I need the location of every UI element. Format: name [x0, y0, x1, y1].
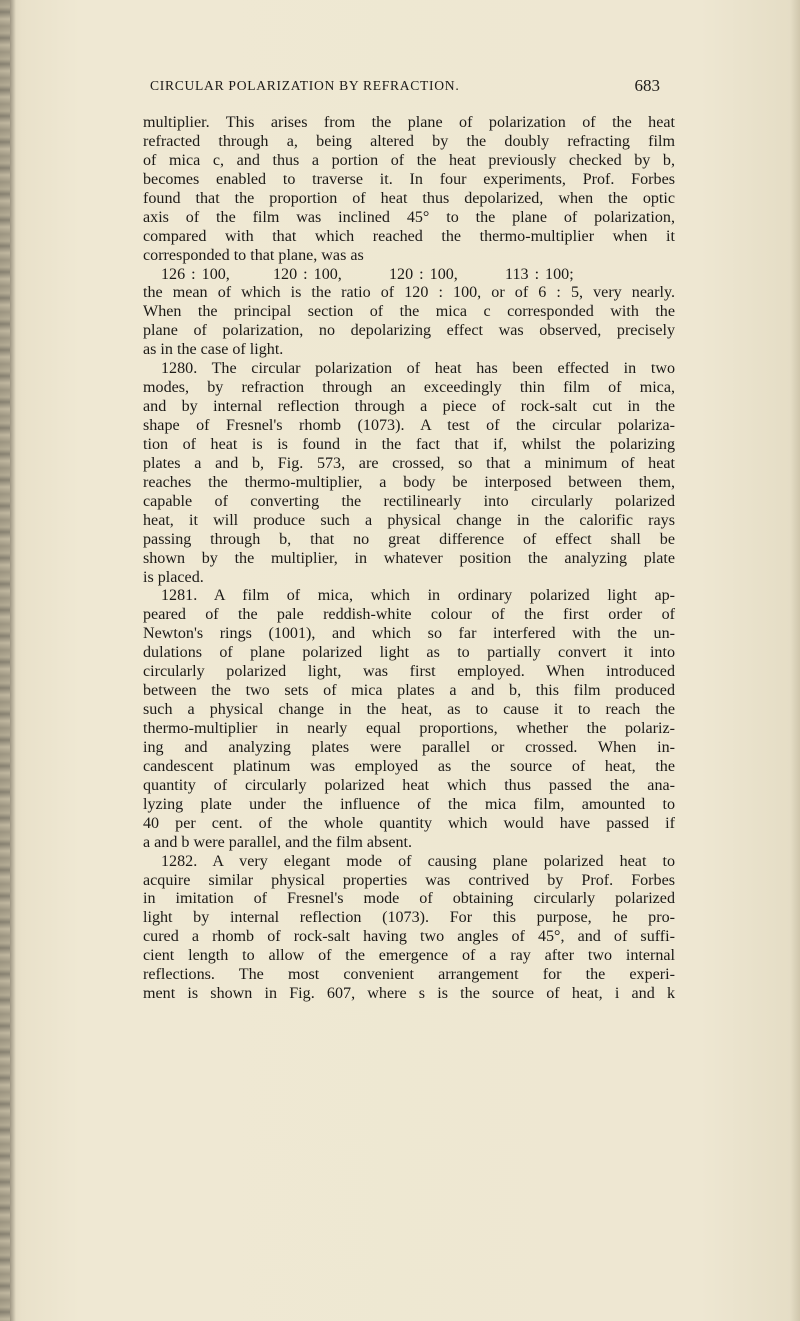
text-line: plates a and b, Fig. 573, are crossed, so that a minimum of heat	[143, 454, 675, 472]
text-line: plane of polarization, no depolarizing effect was observed, precisely	[143, 322, 675, 340]
text-line: shown by the multiplier, in whatever position the analyzing plate	[143, 549, 675, 567]
text-line: the mean of which is the ratio of 120 : 100, or of 6 : 5, very nearly.	[143, 284, 675, 302]
paragraph-start-1281: 1281. A film of mica, which in ordinary polarized light ap-	[161, 587, 675, 605]
text-line: compared with that which reached the thermo-multiplier when it	[143, 227, 675, 245]
text-line: capable of converting the rectilinearly into circularly polarized	[143, 492, 675, 510]
page-header	[150, 76, 660, 100]
text-line: between the two sets of mica plates a and b, this film produced	[143, 682, 675, 700]
text-line: axis of the film was inclined 45° to the plane of polarization,	[143, 208, 675, 226]
text-line: shape of Fresnel's rhomb (1073). A test of the circular polariza-	[143, 417, 675, 434]
text-line: as in the case of light.	[143, 341, 284, 359]
text-line: is placed.	[143, 568, 204, 586]
text-line: such a physical change in the heat, as to cause it to reach the	[143, 701, 675, 719]
text-line: cient length to allow of the emergence of a ray after two internal	[143, 947, 675, 965]
text-line: quantity of circularly polarized heat which thus passed the ana-	[143, 776, 675, 794]
text-line: corresponded to that plane, was as	[143, 246, 364, 264]
text-line: circularly polarized light, was first employed. When introduced	[143, 663, 675, 681]
text-line: multiplier. This arises from the plane of polarization of the heat	[143, 114, 675, 131]
text-line: thermo-multiplier in nearly equal proportions, whether the polariz-	[143, 720, 675, 737]
text-line: reaches the thermo-multiplier, a body be interposed between them,	[143, 473, 675, 491]
text-line: of mica c, and thus a portion of the heat previously checked by b,	[143, 151, 675, 169]
text-line: light by internal reflection (1073). For this purpose, he pro-	[143, 909, 675, 927]
ratio-line	[143, 266, 675, 285]
text-line: ing and analyzing plates were parallel or crossed. When in-	[143, 738, 675, 756]
ratio-value: 120 : 100,	[273, 265, 342, 283]
text-line: modes, by refraction through an exceedingly thin film of mica,	[143, 379, 675, 397]
text-line: becomes enabled to traverse it. In four experiments, Prof. Forbes	[143, 170, 675, 188]
text-line: passing through b, that no great difference of effect shall be	[143, 530, 675, 548]
paragraph-start-1280: 1280. The circular polarization of heat has been effected in two	[161, 360, 675, 378]
ratio-value: 113 : 100;	[505, 265, 574, 283]
text-line: dulations of plane polarized light as to partially convert it into	[143, 644, 675, 662]
ratio-value: 120 : 100,	[389, 265, 458, 283]
text-line: heat, it will produce such a physical change in the calorific rays	[143, 511, 675, 529]
text-line: a and b were parallel, and the film absent.	[143, 833, 413, 851]
text-line: Newton's rings (1001), and which so far interfered with the un-	[143, 625, 675, 643]
page-edge	[790, 0, 800, 1321]
text-line: peared of the pale reddish-white colour of the first order of	[143, 606, 675, 624]
text-line: lyzing plate under the influence of the mica film, amounted to	[143, 795, 675, 813]
text-line: 40 per cent. of the whole quantity which would have passed if	[143, 814, 675, 832]
running-head: CIRCULAR POLARIZATION BY REFRACTION.	[150, 78, 460, 93]
text-line: refracted through a, being altered by the doubly refracting film	[143, 132, 675, 150]
gutter-shadow	[10, 0, 16, 1321]
text-line: cured a rhomb of rock-salt having two angles of 45°, and of suffi-	[143, 928, 675, 946]
text-line: reflections. The most convenient arrangement for the experi-	[143, 966, 675, 984]
text-line: found that the proportion of heat thus depolarized, when the optic	[143, 189, 675, 207]
body-text	[143, 114, 675, 1004]
text-line: acquire similar physical properties was contrived by Prof. Forbes	[143, 871, 675, 889]
text-line: ment is shown in Fig. 607, where s is the source of heat, i and k	[143, 985, 675, 1003]
text-line: in imitation of Fresnel's mode of obtaining circularly polarized	[143, 890, 675, 908]
text-line: candescent platinum was employed as the source of heat, the	[143, 757, 675, 775]
paragraph-start-1282: 1282. A very elegant mode of causing plane polarized heat to	[161, 852, 675, 870]
text-line: tion of heat is is found in the fact that if, whilst the polarizing	[143, 435, 675, 453]
ratio-value: 126 : 100,	[161, 265, 230, 283]
page-number: 683	[634, 76, 660, 95]
text-line: and by internal reflection through a piece of rock-salt cut in the	[143, 398, 675, 416]
text-line: When the principal section of the mica c corresponded with the	[143, 303, 675, 321]
book-spine-gutter	[0, 0, 10, 1321]
